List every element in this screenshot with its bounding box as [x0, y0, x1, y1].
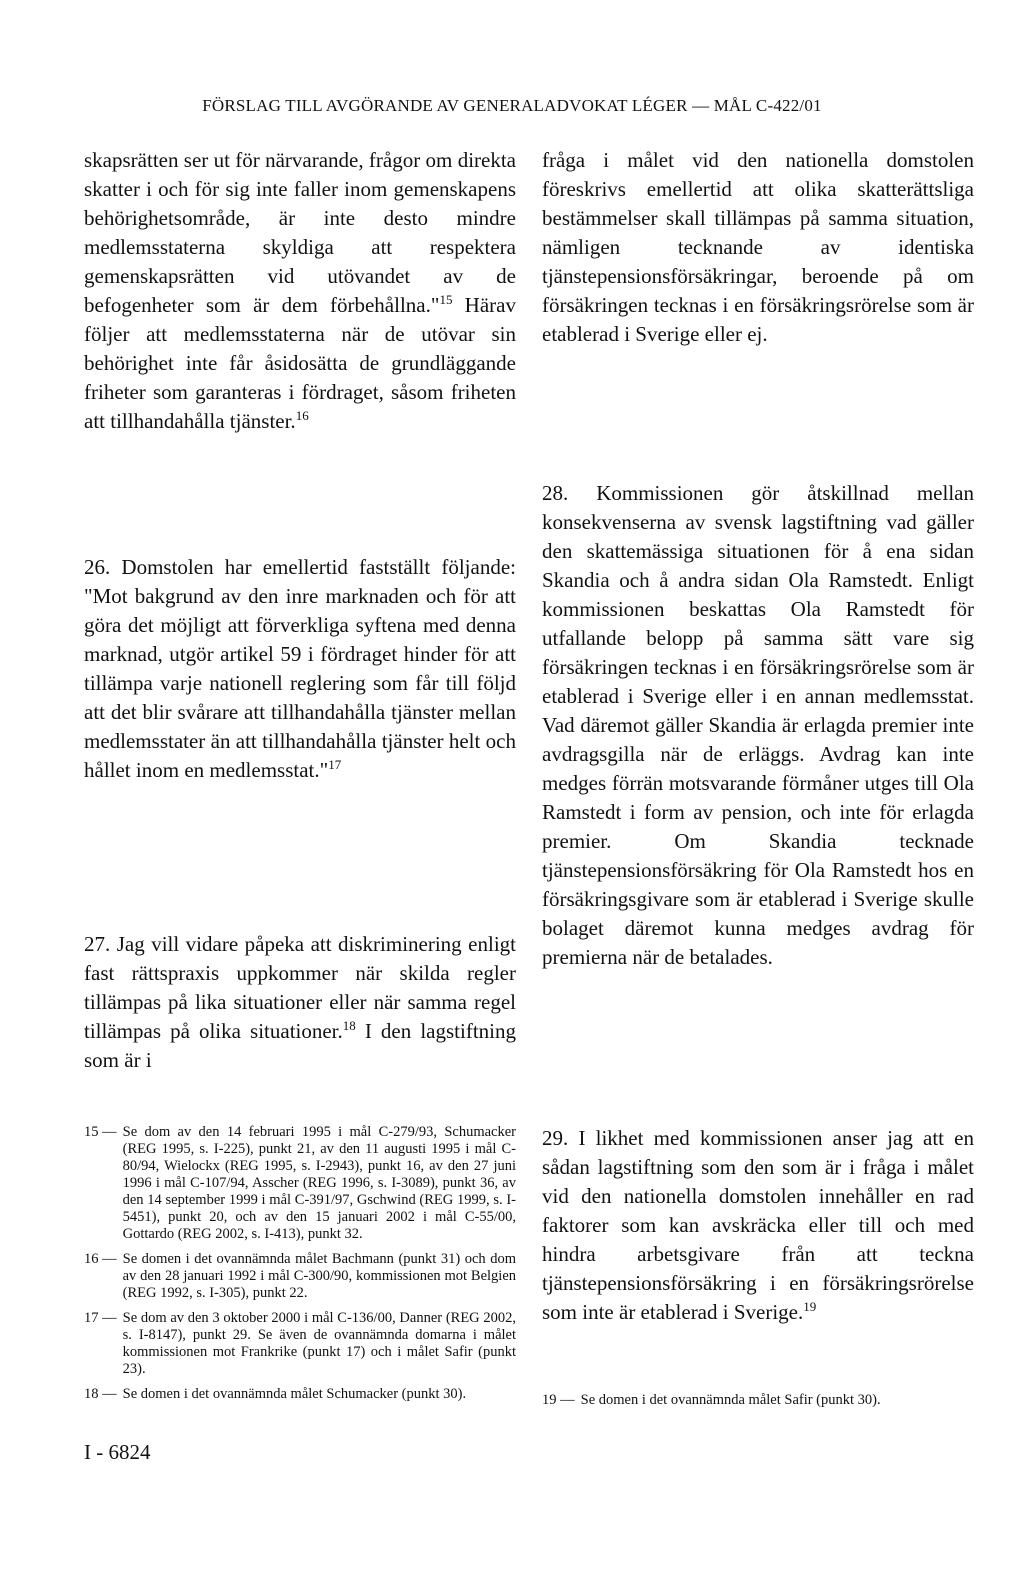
footnote — [542, 1392, 974, 1409]
footnotes-left — [84, 1124, 516, 1411]
footnotes-right — [542, 1392, 974, 1417]
footnote-ref[interactable]: 16 — [295, 408, 309, 423]
footnote-number: 15 — — [84, 1124, 117, 1140]
footnote-number: 19 — — [542, 1392, 575, 1408]
footnote-ref[interactable]: 19 — [803, 1299, 817, 1314]
footnote-text: Se domen i det ovannämnda målet Safir (punkt 30). — [580, 1392, 881, 1408]
paragraph-text: 29. I likhet med kommissionen anser jag att en sådan lagstiftning som den som är i fråga i målet vid den nationella domstolen innehåller en rad faktorer som kan avskräcka eller till och med hindra arbetsgivare från att teckna tjänstepensionsförsäkring i en försäkringsrörelse som inte är etablerad i Sverige. — [542, 1126, 974, 1324]
footnote — [84, 1310, 516, 1378]
page-header: FÖRSLAG TILL AVGÖRANDE AV GENERALADVOKAT LÉGER — MÅL C-422/01 — [202, 96, 822, 115]
footnote-ref[interactable]: 15 — [439, 292, 453, 307]
footnote — [84, 1124, 516, 1243]
paragraph-continuation-left — [84, 146, 516, 436]
footnote-ref[interactable]: 17 — [328, 757, 342, 772]
paragraph-text: skapsrätten ser ut för närvarande, frågor om direkta skatter i och för sig inte faller inom gemenskapens behörighetsområde, är inte desto mindre medlemsstaterna skyldiga att respektera gemenskapsrätten vid utövandet av de befogenheter som är dem förbehållna." — [84, 148, 516, 317]
paragraph-text: I den lagstiftning som är i — [84, 1019, 516, 1072]
footnote — [84, 1386, 516, 1403]
footnote — [84, 1251, 516, 1302]
footnote-ref[interactable]: 18 — [342, 1018, 356, 1033]
footnote-number: 17 — — [84, 1310, 117, 1326]
paragraph-text: fråga i målet vid den nationella domstolen föreskrivs emellertid att olika skatterättsliga bestämmelser skall tillämpas på samma situation, nämligen tecknande av identiska tjänstepensionsförsäkringar, beroende på om försäkringen tecknas i en försäkringsrörelse som är etablerad i Sverige eller ej. — [542, 148, 974, 346]
footnote-text: Se dom av den 14 februari 1995 i mål C-279/93, Schumacker (REG 1995, s. I-225), punkt 21, av den 11 augusti 1995 i mål C-80/94, Wielockx (REG 1995, s. I-2943), punkt 16, av den 27 juni 1996 i mål C-107/94, Asscher (REG 1996, s. I-3089), punkt 36, av den 14 september 1999 i mål C-391/97, Gschwind (REG 1999, s. I-5451), punkt 20, och av den 15 januari 2002 i mål C-55/00, Gottardo (REG 2002, s. I-413), punkt 32. — [122, 1124, 516, 1242]
paragraph-29 — [542, 1124, 974, 1327]
footnote-text: Se domen i det ovannämnda målet Schumacker (punkt 30). — [122, 1386, 467, 1402]
footnote-number: 16 — — [84, 1251, 117, 1267]
page-number: I - 6824 — [84, 1440, 151, 1464]
paragraph-continuation-right — [542, 146, 974, 349]
footnote-number: 18 — — [84, 1386, 117, 1402]
footnote-text: Se dom av den 3 oktober 2000 i mål C-136/00, Danner (REG 2002, s. I-8147), punkt 29. Se även de ovannämnda domarna i målet kommissionen mot Frankrike (punkt 17) och i målet Safir (punkt 23). — [122, 1310, 516, 1377]
paragraph-27 — [84, 930, 516, 1075]
paragraph-text: 27. Jag vill vidare påpeka att diskriminering enligt fast rättspraxis uppkommer när skilda regler tillämpas på lika situationer eller när samma regel tillämpas på olika situationer. — [84, 932, 516, 1043]
paragraph-text: 26. Domstolen har emellertid fastställt följande: "Mot bakgrund av den inre marknaden och för att göra det möjligt att förverkliga syftena med denna marknad, utgör artikel 59 i fördraget hinder för att tillämpa varje nationell reglering som får till följd att det blir svårare att tillhandahålla tjänster mellan medlemsstater än att tillhandahålla tjänster helt och hållet inom en medlemsstat." — [84, 555, 516, 782]
footnote-text: Se domen i det ovannämnda målet Bachmann (punkt 31) och dom av den 28 januari 1992 i mål C-300/90, kommissionen mot Belgien (REG 1992, s. I-305), punkt 22. — [122, 1251, 516, 1301]
paragraph-text: Härav följer att medlemsstaterna när de utövar sin behörighet inte får åsidosätta de grundläggande friheter som garanteras i fördraget, såsom friheten att tillhandahålla tjänster. — [84, 293, 516, 433]
paragraph-28 — [542, 479, 974, 972]
paragraph-text: 28. Kommissionen gör åtskillnad mellan konsekvenserna av svensk lagstiftning vad gäller den skattemässiga situationen för å ena sidan Skandia och å andra sidan Ola Ramstedt. Enligt kommissionen beskattas Ola Ramstedt för utfallande belopp på samma sätt vare sig försäkringen tecknas i en försäkringsrörelse som är etablerad i Sverige eller i en annan medlemsstat. Vad däremot gäller Skandia är erlagda premier inte avdragsgilla när de erläggs. Avdrag kan inte medges förrän motsvarande förmåner utges till Ola Ramstedt i form av pension, och inte för erlagda premier. Om Skandia tecknade tjänstepensionsförsäkring för Ola Ramstedt hos en försäkringsgivare som är etablerad i Sverige skulle bolaget däremot kunna medges avdrag för premierna när de betalades. — [542, 481, 974, 969]
paragraph-26 — [84, 553, 516, 785]
